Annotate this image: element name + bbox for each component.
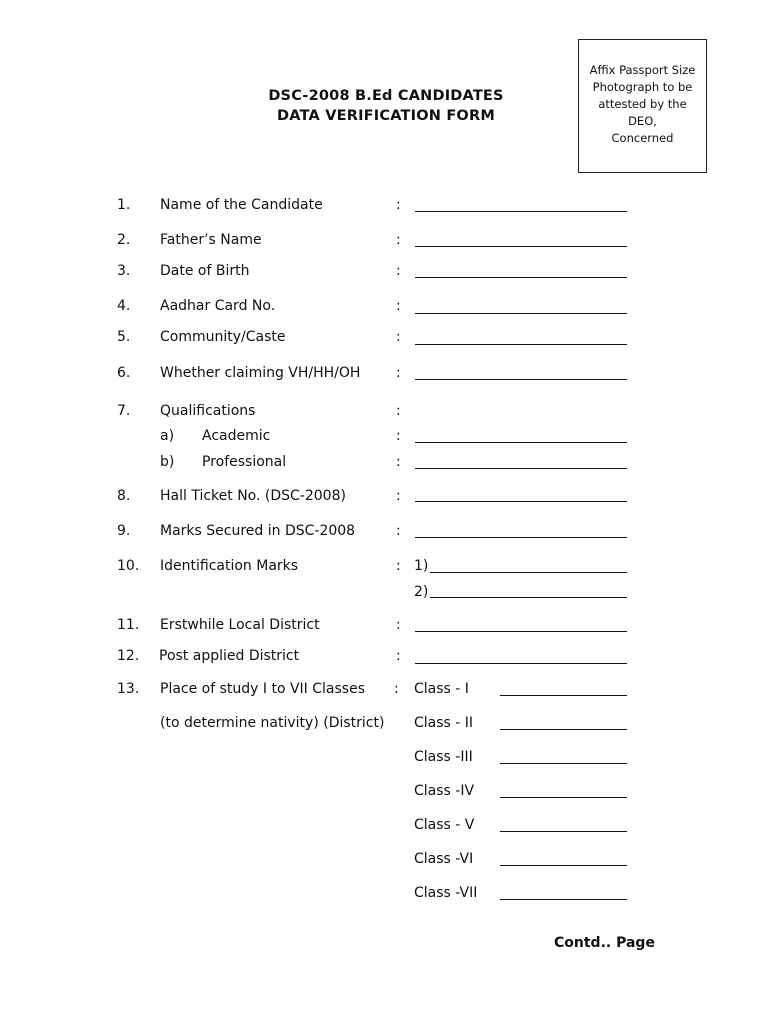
field-label-hall-ticket: Hall Ticket No. (DSC-2008) <box>160 488 346 504</box>
post-district-entry-line[interactable] <box>415 663 627 664</box>
field-number: 9. <box>117 523 131 539</box>
field-colon: : <box>396 263 401 279</box>
field-number: 7. <box>117 403 131 419</box>
academic-entry-line[interactable] <box>415 442 627 443</box>
continued-page-note: Contd.. Page <box>554 935 655 951</box>
field-label-identification: Identification Marks <box>160 558 299 574</box>
photo-box <box>578 39 707 173</box>
field-label-professional: Professional <box>202 454 287 470</box>
class-4-district-line[interactable] <box>500 797 627 798</box>
vh-hh-oh-entry-line[interactable] <box>415 379 627 380</box>
field-colon: : <box>396 197 401 213</box>
field-colon: : <box>396 617 401 633</box>
class-label: Class - I <box>414 681 469 697</box>
class-1-district-line[interactable] <box>500 695 627 696</box>
field-colon: : <box>396 232 401 248</box>
father-name-entry-line[interactable] <box>415 246 627 247</box>
field-label-dob: Date of Birth <box>160 263 250 279</box>
field-colon: : <box>396 523 401 539</box>
aadhar-entry-line[interactable] <box>415 313 627 314</box>
field-label-local-district: Erstwhile Local District <box>160 617 320 633</box>
sub-item-letter: a) <box>160 428 175 444</box>
field-colon: : <box>396 648 401 664</box>
field-label-aadhar: Aadhar Card No. <box>160 298 276 314</box>
class-3-district-line[interactable] <box>500 763 627 764</box>
form-title: DSC-2008 B.Ed CANDIDATES <box>268 88 504 104</box>
field-colon: : <box>396 329 401 345</box>
field-colon: : <box>396 298 401 314</box>
field-label-marks: Marks Secured in DSC-2008 <box>160 523 356 539</box>
field-number: 5. <box>117 329 131 345</box>
name-entry-line[interactable] <box>415 211 627 212</box>
form-subtitle: DATA VERIFICATION FORM <box>277 108 495 124</box>
class-2-district-line[interactable] <box>500 729 627 730</box>
field-number: 11. <box>117 617 140 633</box>
field-colon: : <box>396 403 401 419</box>
identification-mark-2-line[interactable] <box>430 597 627 598</box>
field-colon: : <box>396 454 401 470</box>
class-label: Class -IV <box>414 783 475 799</box>
field-colon: : <box>396 558 401 574</box>
class-7-district-line[interactable] <box>500 899 627 900</box>
field-label-father-name: Father’s Name <box>160 232 262 248</box>
field-number: 3. <box>117 263 131 279</box>
field-number: 10. <box>117 558 140 574</box>
nativity-note: (to determine nativity) (District) <box>160 715 385 731</box>
class-label: Class -VI <box>414 851 474 867</box>
dob-entry-line[interactable] <box>415 277 627 278</box>
field-colon: : <box>396 488 401 504</box>
field-label-vh-hh-oh: Whether claiming VH/HH/OH <box>160 365 361 381</box>
field-colon: : <box>394 681 399 697</box>
field-colon: : <box>396 365 401 381</box>
sub-item-letter: b) <box>160 454 175 470</box>
field-label-community: Community/Caste <box>160 329 286 345</box>
identification-mark-2-label: 2) <box>414 584 429 600</box>
field-label-qualifications: Qualifications <box>160 403 256 419</box>
local-district-entry-line[interactable] <box>415 631 627 632</box>
field-label-place-of-study: Place of study I to VII Classes <box>160 681 366 697</box>
class-label: Class - II <box>414 715 474 731</box>
field-colon: : <box>396 428 401 444</box>
class-label: Class -VII <box>414 885 478 901</box>
identification-mark-1-label: 1) <box>414 558 429 574</box>
field-number: 6. <box>117 365 131 381</box>
field-number: 4. <box>117 298 131 314</box>
field-label-name: Name of the Candidate <box>160 197 323 213</box>
field-number: 1. <box>117 197 131 213</box>
marks-entry-line[interactable] <box>415 537 627 538</box>
field-number: 2. <box>117 232 131 248</box>
identification-mark-1-line[interactable] <box>430 572 627 573</box>
field-number: 12. <box>117 648 140 664</box>
class-6-district-line[interactable] <box>500 865 627 866</box>
hall-ticket-entry-line[interactable] <box>415 501 627 502</box>
photo-instruction: Affix Passport Size Photograph to be attested by the DEO, Concerned <box>589 62 696 145</box>
community-entry-line[interactable] <box>415 344 627 345</box>
professional-entry-line[interactable] <box>415 468 627 469</box>
field-number: 13. <box>117 681 140 697</box>
class-5-district-line[interactable] <box>500 831 627 832</box>
field-label-academic: Academic <box>202 428 271 444</box>
field-number: 8. <box>117 488 131 504</box>
class-label: Class - V <box>414 817 475 833</box>
field-label-post-district: Post applied District <box>159 648 300 664</box>
class-label: Class -III <box>414 749 473 765</box>
